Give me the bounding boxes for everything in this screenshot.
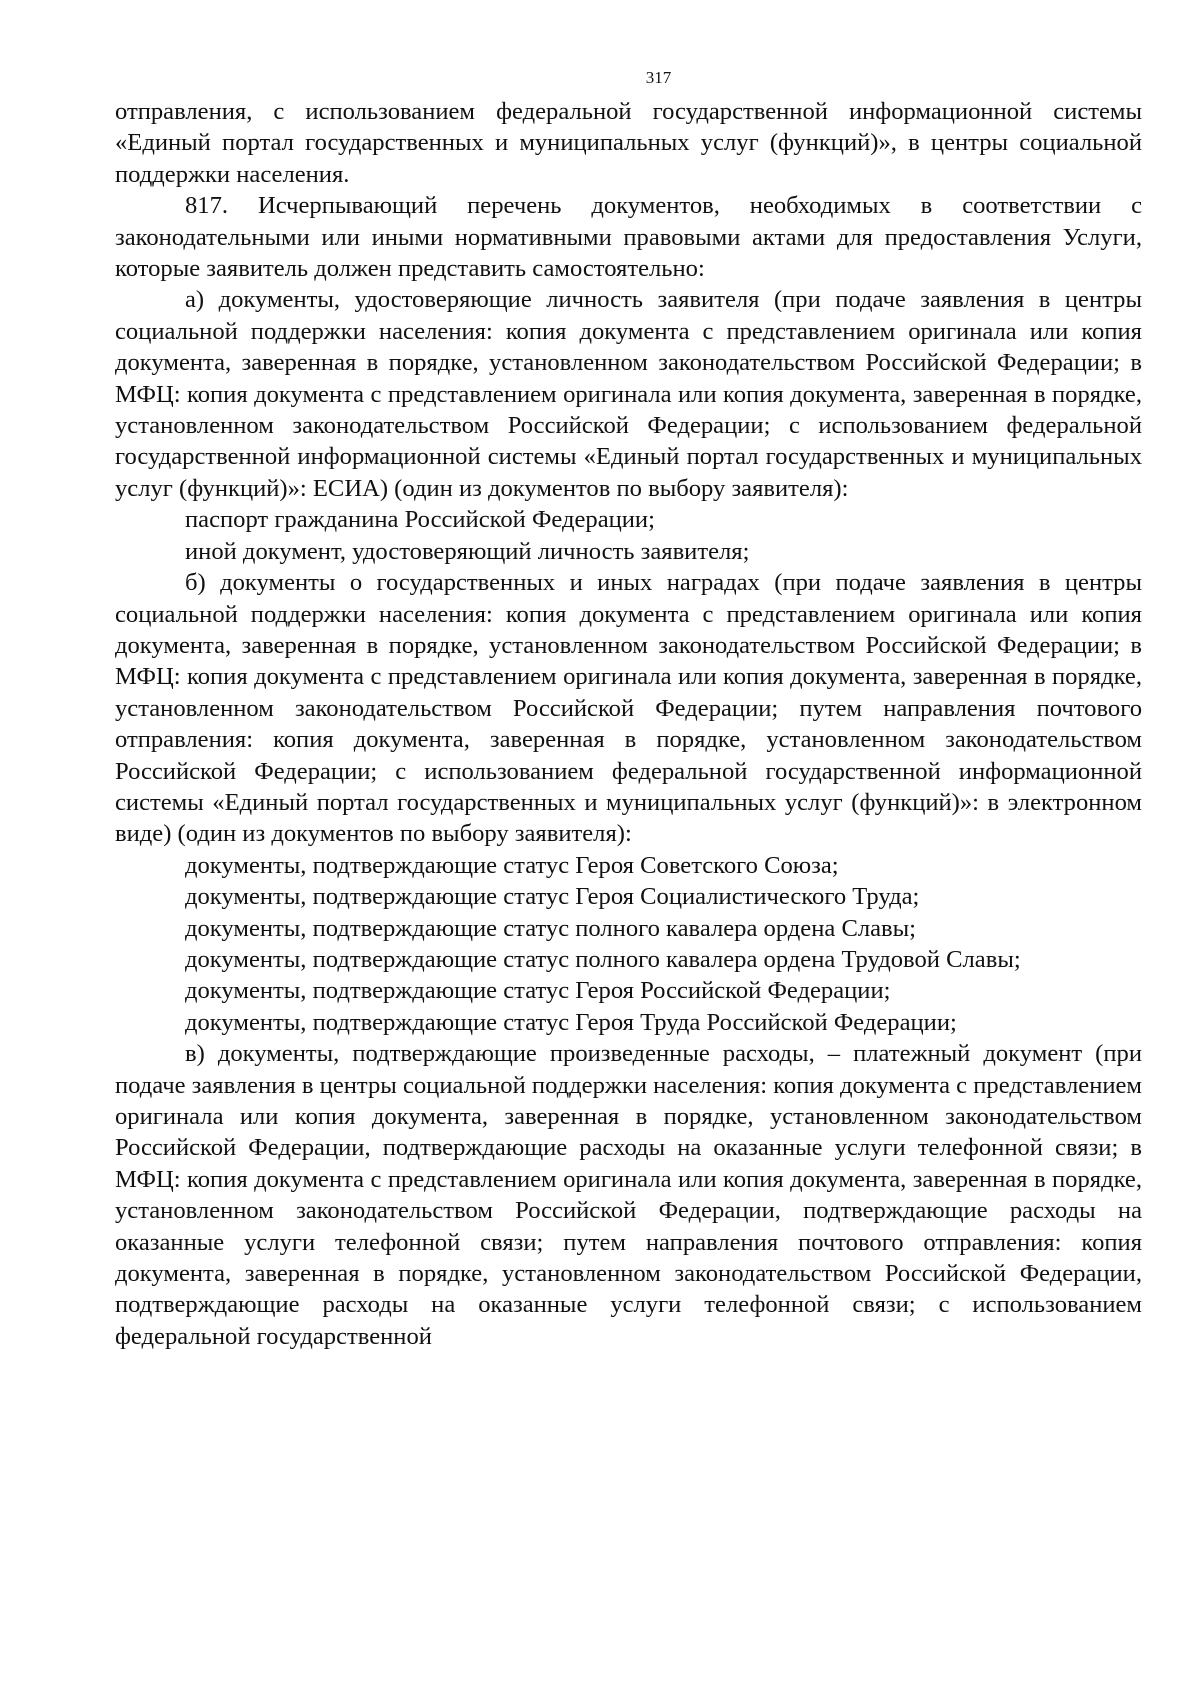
paragraph-item-a: а) документы, удостоверяющие личность заявителя (при подаче заявления в центры социальной поддержки населения: копия документа с представлением оригинала или копия документа, заверенная в порядке, установленном законодательством Российской Федерации; в МФЦ: копия документа с представлением оригинала или копия документа, заверенная в порядке, установленном законодательством Российской Федерации; с использованием федеральной государственной информационной системы «Единый портал государственных и муниципальных услуг (функций)»: ЕСИА) (один из документов по выбору заявителя): (115, 286, 1142, 502)
paragraph-continuation: отправления, с использованием федеральной государственной информационной системы «Единый портал государственных и муниципальных услуг (функций)», в центры социальной поддержки населения. (115, 98, 1142, 188)
list-item-hero-russian-federation: документы, подтверждающие статус Героя Российской Федерации; (185, 977, 891, 1005)
paragraph-item-b: б) документы о государственных и иных наградах (при подаче заявления в центры социальной поддержки населения: копия документа с представлением оригинала или копия документа, заверенная в порядке, установленном законодательством Российской Федерации; в МФЦ: копия документа с представлением оригинала или копия документа, заверенная в порядке, установленном законодательством Российской Федерации; путем направления почтового отправления: копия документа, заверенная в порядке, установленном законодательством Российской Федерации; с использованием федеральной государственной информационной системы «Единый портал государственных и муниципальных услуг (функций)»: в электронном виде) (один из документов по выбору заявителя): (115, 569, 1142, 848)
paragraph-item-v: в) документы, подтверждающие произведенные расходы, – платежный документ (при подаче заявления в центры социальной поддержки населения: копия документа с представлением оригинала или копия документа, заверенная в порядке, установленном законодательством Российской Федерации, подтверждающие расходы на оказанные услуги телефонной связи; в МФЦ: копия документа с представлением оригинала или копия документа, заверенная в порядке, установленном законодательством Российской Федерации, подтверждающие расходы на оказанные услуги телефонной связи; путем направления почтового отправления: копия документа, заверенная в порядке, установленном законодательством Российской Федерации, подтверждающие расходы на оказанные услуги телефонной связи; с использованием федеральной государственной (115, 1040, 1142, 1350)
list-item-other-id: иной документ, удостоверяющий личность заявителя; (185, 537, 750, 565)
list-item-hero-soviet-union: документы, подтверждающие статус Героя Советского Союза; (185, 851, 839, 879)
list-item-passport: паспорт гражданина Российской Федерации; (185, 506, 655, 534)
list-item-hero-socialist-labor: документы, подтверждающие статус Героя Социалистического Труда; (185, 883, 920, 911)
paragraph-817: 817. Исчерпывающий перечень документов, необходимых в соответствии с законодательными или иными нормативными правовыми актами для предоставления Услуги, которые заявитель должен представить самостоятельно: (115, 192, 1142, 283)
list-item-hero-labor-russian-federation: документы, подтверждающие статус Героя Труда Российской Федерации; (185, 1008, 957, 1036)
page-number: 317 (645, 68, 672, 87)
list-item-order-of-glory: документы, подтверждающие статус полного кавалера ордена Славы; (185, 914, 917, 942)
list-item-order-of-labor-glory: документы, подтверждающие статус полного кавалера ордена Трудовой Славы; (185, 945, 1021, 973)
document-body (115, 96, 1142, 1352)
